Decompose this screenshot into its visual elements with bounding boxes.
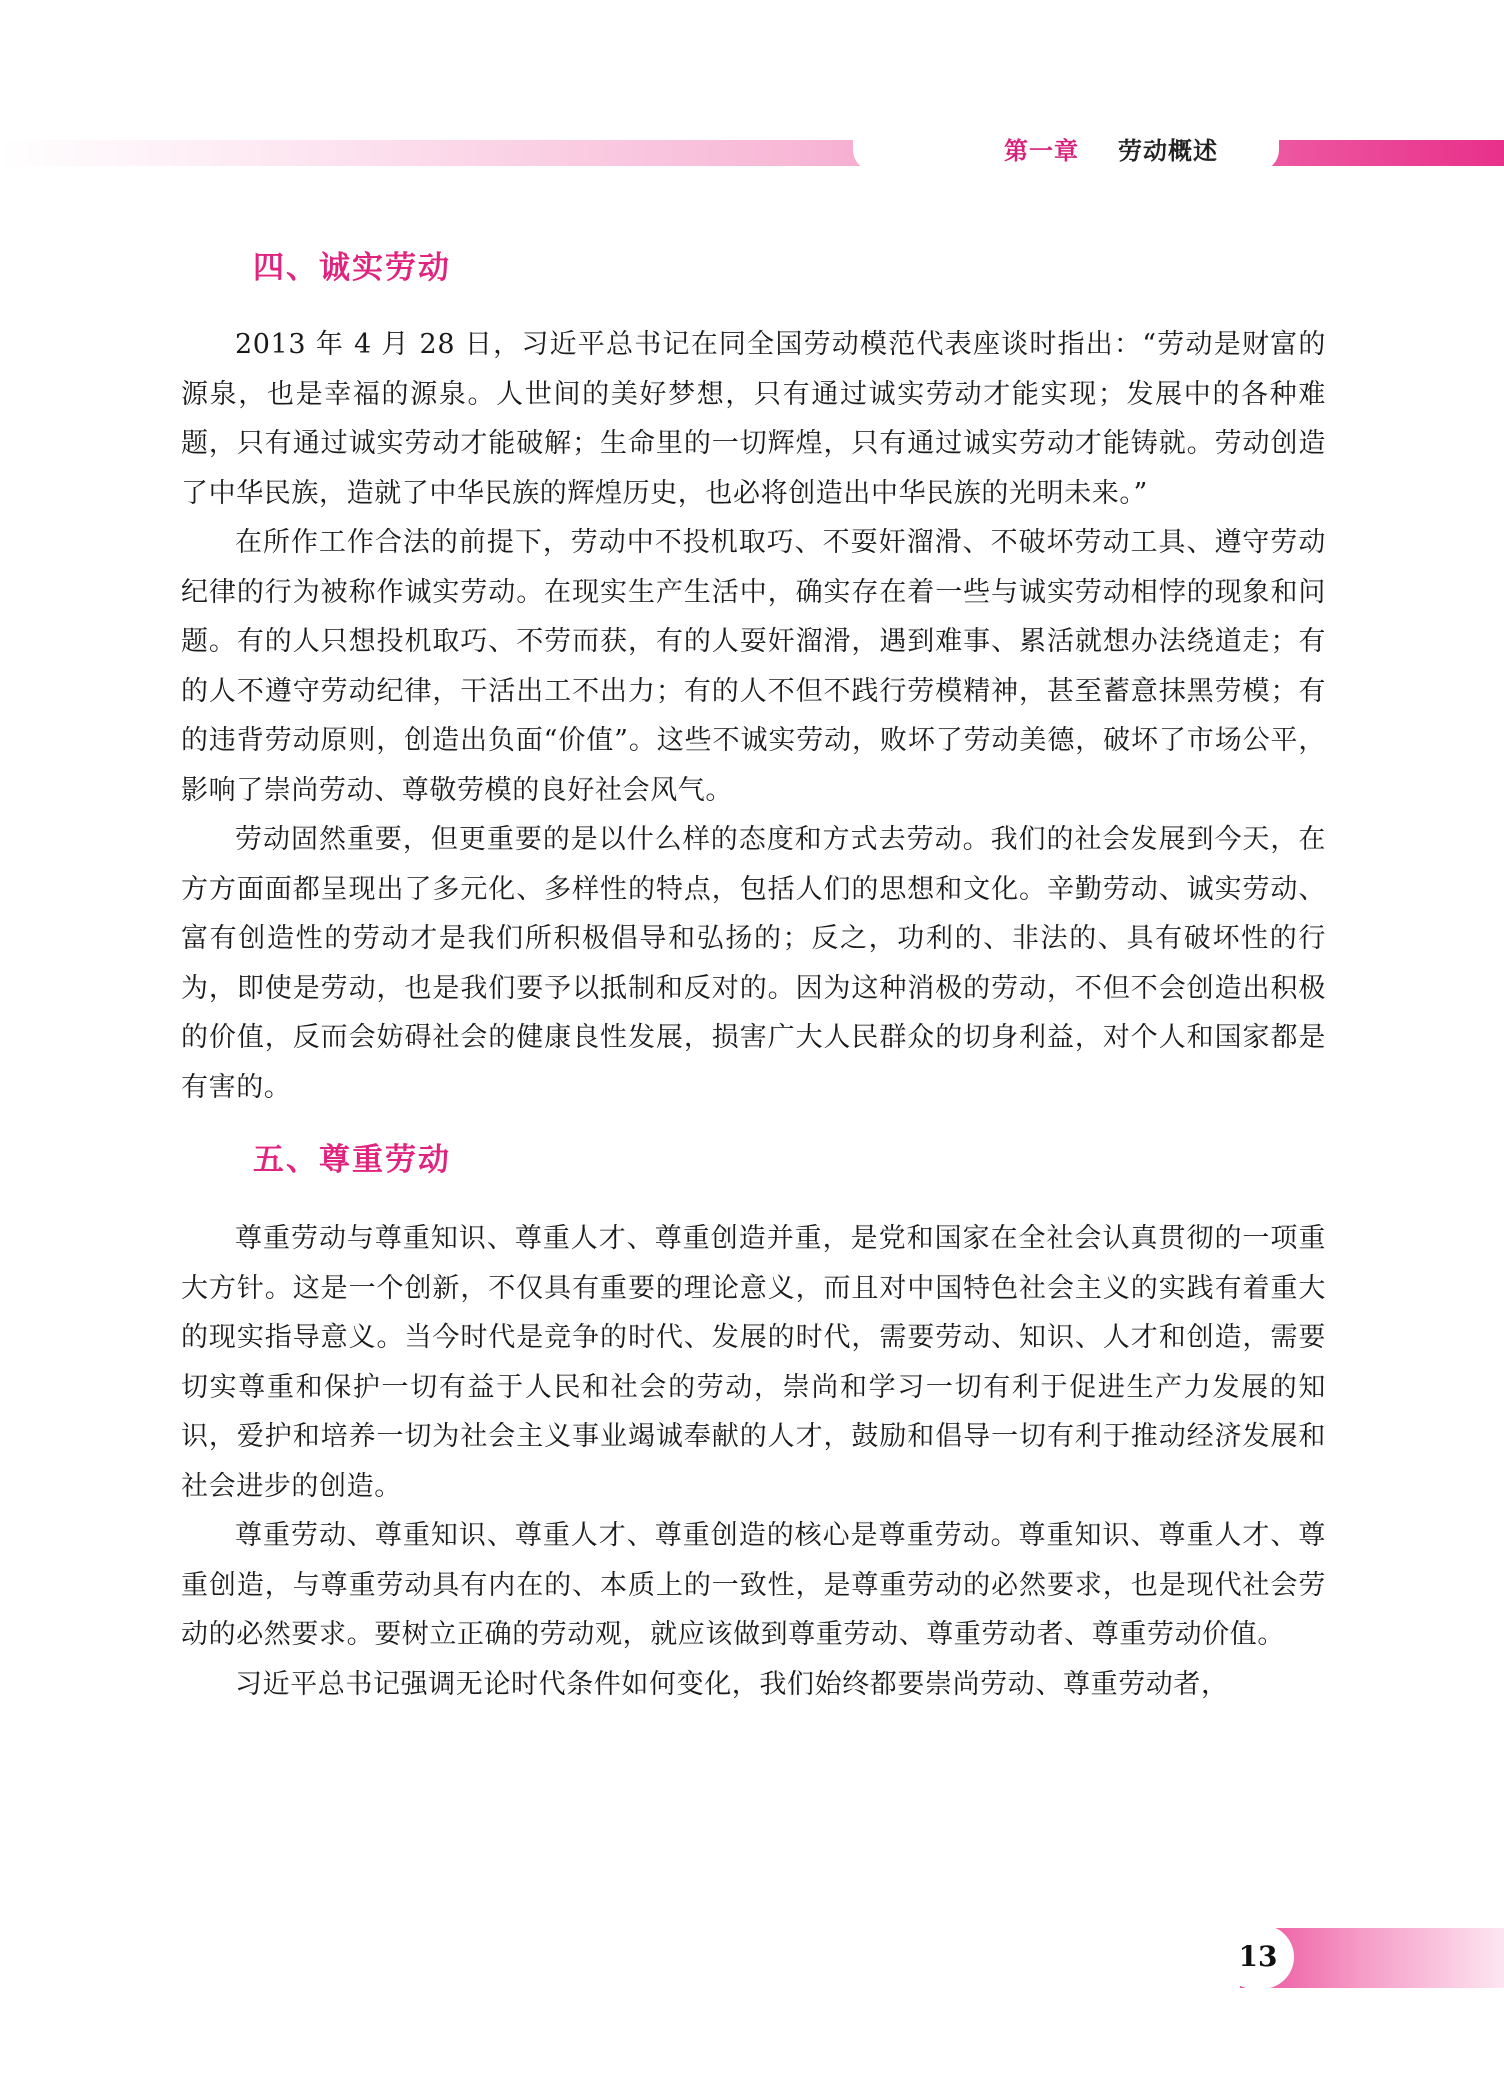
section-heading-respect-labor: 五、尊重劳动 — [253, 1142, 451, 1178]
page-number: 13 — [1238, 1940, 1278, 1973]
paragraph: 尊重劳动与尊重知识、尊重人才、尊重创造并重，是党和国家在全社会认真贯彻的一项重大方针。这是一个创新，不仅具有重要的理论意义，而且对中国特色社会主义的实践有着重大的现实指导意义。当今时代是竞争的时代、发展的时代，需要劳动、知识、人才和创造，需要切实尊重和保护一切有益于人民和社会的劳动，崇尚和学习一切有利于促进生产力发展的知识，爱护和培养一切为社会主义事业竭诚奉献的人才，鼓励和倡导一切有利于推动经济发展和社会进步的创造。 — [181, 1223, 1326, 1502]
header-band — [0, 140, 1504, 166]
running-header-chapter: 第一章 — [1004, 137, 1079, 165]
paragraph: 劳动固然重要，但更重要的是以什么样的态度和方式去劳动。我们的社会发展到今天，在方方面面都呈现出了多元化、多样性的特点，包括人们的思想和文化。辛勤劳动、诚实劳动、富有创造性的劳动才是我们所积极倡导和弘扬的；反之，功利的、非法的、具有破坏性的行为，即使是劳动，也是我们要予以抵制和反对的。因为这种消极的劳动，不但不会创造出积极的价值，反而会妨碍社会的健康良性发展，损害广大人民群众的切身利益，对个人和国家都是有害的。 — [181, 824, 1326, 1103]
paragraph: 习近平总书记强调无论时代条件如何变化，我们始终都要崇尚劳动、尊重劳动者， — [235, 1668, 1229, 1700]
paragraph: 2013 年 4 月 28 日，习近平总书记在同全国劳动模范代表座谈时指出：“劳动是财富的源泉，也是幸福的源泉。人世间的美好梦想，只有通过诚实劳动才能实现；发展中的各种难题，只有通过诚实劳动才能破解；生命里的一切辉煌，只有通过诚实劳动才能铸就。劳动创造了中华民族，造就了中华民族的辉煌历史，也必将创造出中华民族的光明未来。” — [181, 329, 1326, 509]
section-heading-honest-labor: 四、诚实劳动 — [253, 250, 451, 286]
running-header-title: 劳动概述 — [1118, 137, 1218, 165]
paragraph: 在所作工作合法的前提下，劳动中不投机取巧、不耍奸溜滑、不破坏劳动工具、遵守劳动纪律的行为被称作诚实劳动。在现实生产生活中，确实存在着一些与诚实劳动相悖的现象和问题。有的人只想投机取巧、不劳而获，有的人耍奸溜滑，遇到难事、累活就想办法绕道走；有的人不遵守劳动纪律，干活出工不出力；有的人不但不践行劳模精神，甚至蓄意抹黑劳模；有的违背劳动原则，创造出负面“价值”。这些不诚实劳动，败坏了劳动美德，破坏了市场公平，影响了崇尚劳动、尊敬劳模的良好社会风气。 — [181, 527, 1326, 806]
paragraph: 尊重劳动、尊重知识、尊重人才、尊重创造的核心是尊重劳动。尊重知识、尊重人才、尊重创造，与尊重劳动具有内在的、本质上的一致性，是尊重劳动的必然要求，也是现代社会劳动的必然要求。要树立正确的劳动观，就应该做到尊重劳动、尊重劳动者、尊重劳动价值。 — [181, 1520, 1326, 1650]
page-content — [181, 240, 1326, 1709]
